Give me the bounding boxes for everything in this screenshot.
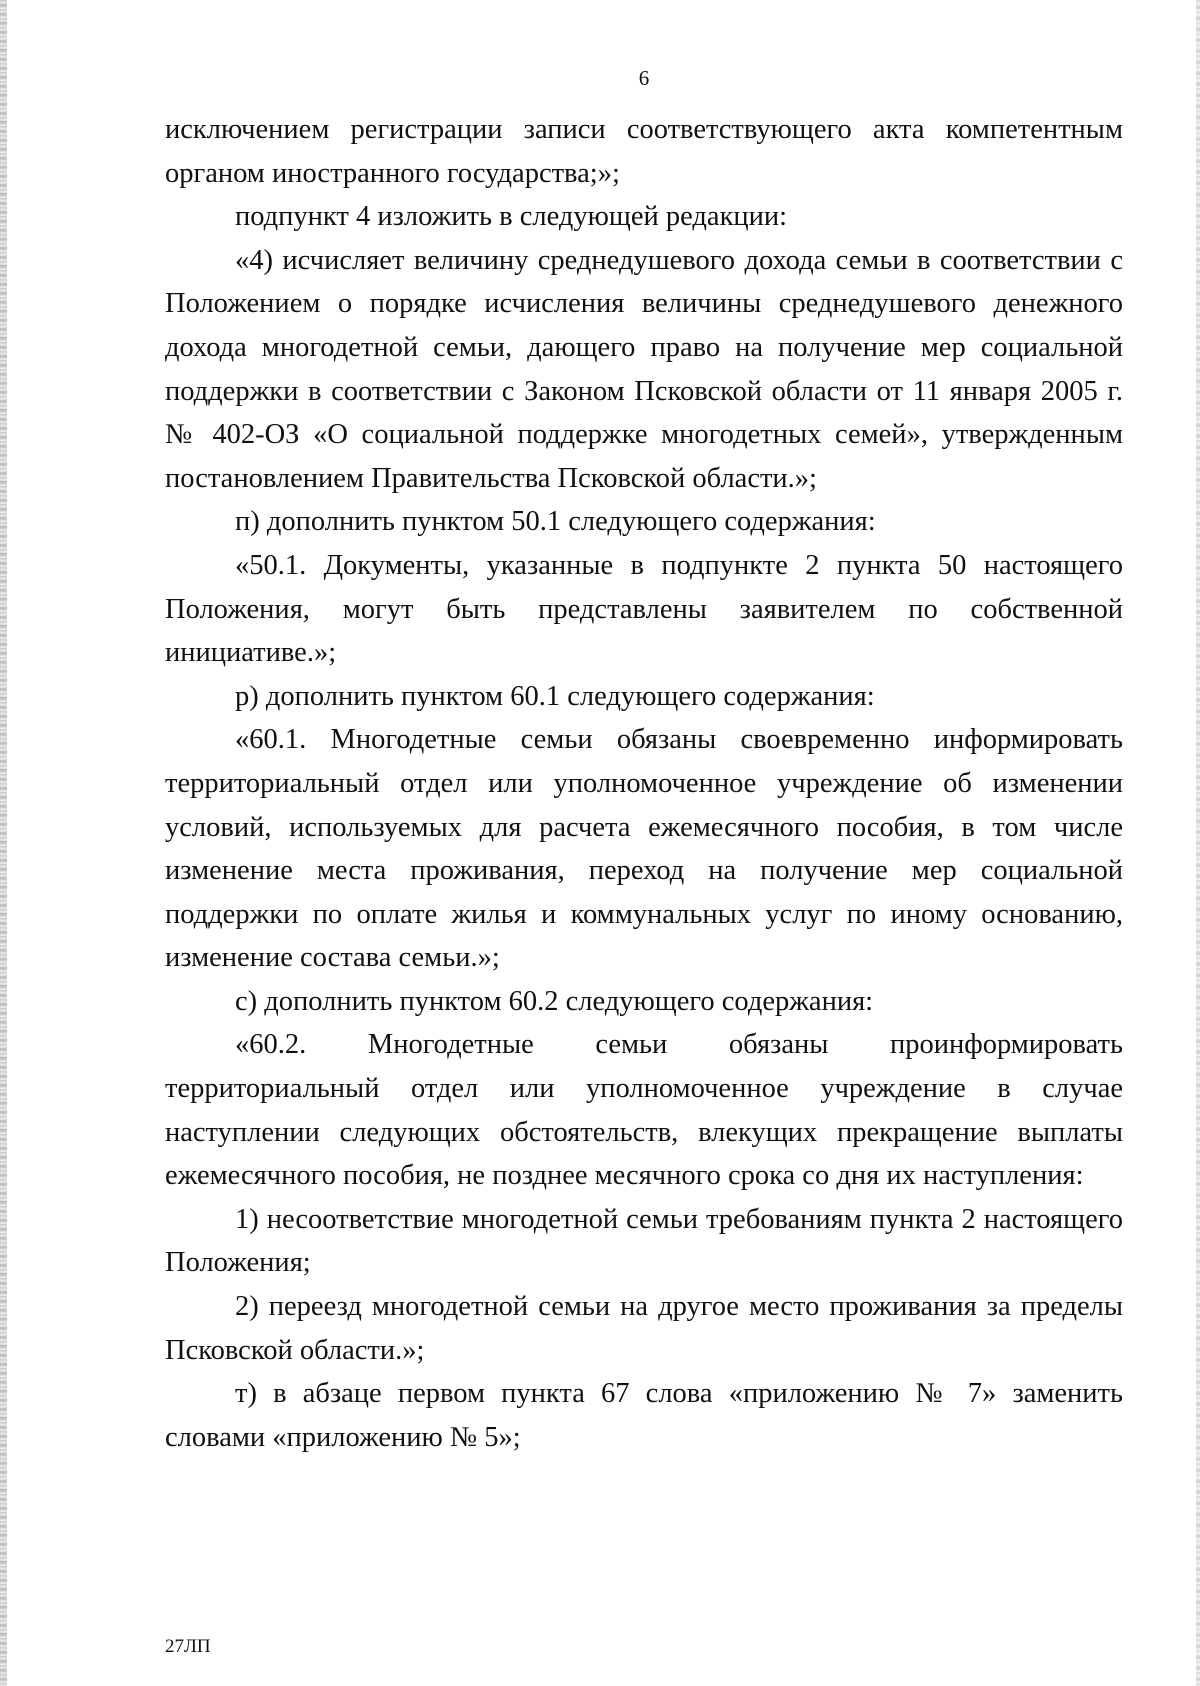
paragraph: т) в абзаце первом пункта 67 слова «приложению № 7» заменить словами «приложению № 5»; bbox=[165, 1378, 1123, 1453]
page-number: 6 bbox=[638, 66, 650, 90]
paragraph: 1) несоответствие многодетной семьи требованиям пункта 2 настоящего Положения; bbox=[165, 1203, 1123, 1279]
scan-edge-left bbox=[0, 0, 7, 1686]
document-body bbox=[165, 108, 1123, 1459]
paragraph: р) дополнить пунктом 60.1 следующего содержания: bbox=[235, 680, 875, 712]
paragraph: «50.1. Документы, указанные в подпункте 2 пункта 50 настоящего Положения, могут быть представлены заявителем по собственной инициативе.»; bbox=[165, 549, 1123, 669]
paragraph: «60.2. Многодетные семьи обязаны проинформировать территориальный отдел или уполномоченное учреждение в случае наступлении следующих обстоятельств, влекущих прекращение выплаты ежемесячного пособия, не позднее месячного срока со дня их наступления: bbox=[165, 1029, 1123, 1192]
paragraph: с) дополнить пунктом 60.2 следующего содержания: bbox=[235, 985, 874, 1017]
paragraph: 2) переезд многодетной семьи на другое место проживания за пределы Псковской области.»; bbox=[165, 1291, 1123, 1366]
scan-edge-right bbox=[1196, 0, 1200, 1686]
paragraph: «4) исчисляет величину среднедушевого дохода семьи в соответствии с Положением о порядке исчисления величины среднедушевого денежного дохода многодетной семьи, дающего право на получение мер социальной поддержки в соответствии с Законом Псковской области от 11 января 2005 г. № 402-ОЗ «О социальной поддержке многодетных семей», утвержденным постановлением Правительства Псковской области.»; bbox=[165, 244, 1123, 494]
paragraph: подпункт 4 изложить в следующей редакции: bbox=[235, 201, 788, 233]
paragraph: «60.1. Многодетные семьи обязаны своевременно информировать территориальный отдел или уполномоченное учреждение об изменении условий, используемых для расчета ежемесячного пособия, в том числе изменение места проживания, переход на получение мер социальной поддержки по оплате жилья и коммунальных услуг по иному основанию, изменение состава семьи.»; bbox=[165, 724, 1123, 974]
paragraph: исключением регистрации записи соответствующего акта компетентным органом иностранного государства;»; bbox=[165, 114, 1123, 189]
document-footer-code: 27ЛП bbox=[165, 1636, 211, 1657]
paragraph: п) дополнить пунктом 50.1 следующего содержания: bbox=[235, 506, 876, 538]
